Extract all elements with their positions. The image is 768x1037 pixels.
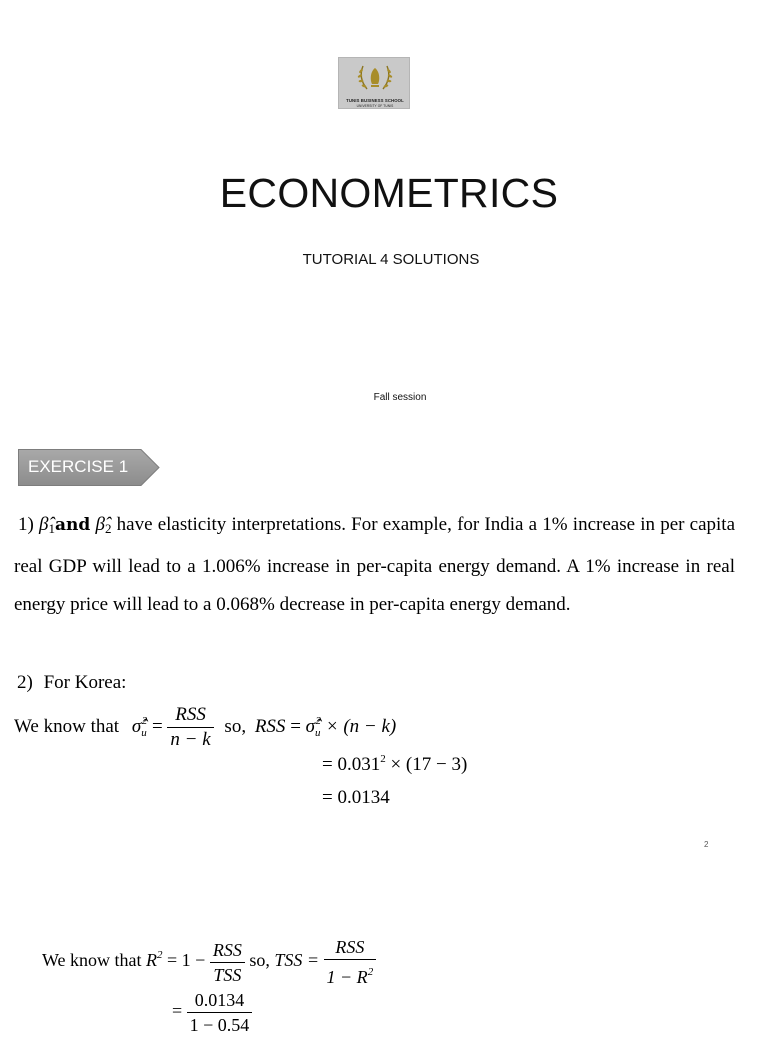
sigma-hat-symbol: $\sigmâ_u^2$ — [131, 714, 148, 739]
and-word: and — [55, 515, 91, 535]
rss-over-tss-fraction — [210, 938, 245, 987]
sigma-formula-line: We know that $\sigmâ_u^2$ = $\frac{\text{RSS}}{n - k}$ so, RSS = $\sigmâ_u^2 \times (n - k)$ — [14, 704, 397, 750]
logo-text-school: TUNIS BUSINESS SCHOOL — [346, 98, 404, 103]
page-title: ECONOMETRICS — [219, 170, 559, 216]
exercise-banner — [18, 449, 160, 486]
session-label: Fall session — [373, 392, 427, 403]
r2-symbol: $R^2$ — [146, 949, 163, 971]
tss-calc-fraction — [187, 988, 253, 1037]
rss-calc-line: = $0.031^2 \times (17 - 3)$ — [322, 753, 468, 775]
tss-denominator: TSS — [213, 964, 242, 985]
n-k-multiplier: × (n − k) — [325, 715, 397, 737]
so-text: so, — [224, 715, 247, 737]
answer-2-number: 2) — [17, 672, 33, 693]
n-k-denominator: n − k — [170, 729, 211, 750]
school-logo — [338, 57, 410, 109]
tss-equals: TSS = — [274, 950, 320, 971]
rss-numerator: RSS — [167, 703, 213, 728]
tss-calc-denominator: 1 − 0.54 — [189, 1015, 250, 1035]
laurel-emblem-icon — [339, 58, 411, 98]
tss-calc-line: = $\frac{0.0134}{1 - 0.54}$ — [172, 988, 252, 1037]
rss-result-line: = 0.0134 — [322, 787, 390, 808]
rss-fraction — [167, 703, 213, 752]
r2-equals: = 1 − — [167, 950, 206, 971]
r2-formula-line — [42, 935, 376, 989]
answer-1-number: 1) — [18, 514, 34, 535]
answer-2-heading — [17, 672, 126, 694]
rss-calc-multiplier: × (17 − 3) — [385, 754, 468, 775]
tss-calc-numerator: 0.0134 — [187, 988, 253, 1013]
exercise-label: EXERCISE 1 — [28, 457, 129, 476]
rss-calc-value: = 0.031 — [322, 754, 381, 775]
beta2-symbol: $\betâ_2$ — [95, 514, 112, 536]
one-minus-r2: $1 - R^2$ — [326, 966, 374, 987]
rss-numerator-3: RSS — [324, 935, 377, 960]
answer-1-text: have elasticity interpretations. For example, for India a 1% increase in per capita real GDP will lead to a 1.006% increase in per-capita energy demand. A 1% increase in real energy price will lead to a 0.068% decrease in per-capita energy demand. — [14, 514, 736, 615]
we-know-text-2: We know that — [42, 950, 142, 971]
tss-fraction — [324, 935, 377, 989]
rss-lhs: RSS — [254, 715, 286, 737]
answer-1-paragraph — [14, 506, 735, 624]
page-subtitle: TUTORIAL 4 SOLUTIONS — [302, 251, 480, 268]
rss-numerator-2: RSS — [210, 938, 245, 963]
sigma-hat-symbol-2: $\sigmâ_u^2$ — [305, 714, 322, 739]
so-text-2: so, — [249, 950, 270, 971]
beta1-symbol: $\betâ_1$ — [39, 514, 55, 536]
answer-2-label: For Korea: — [43, 672, 127, 693]
page-number: 2 — [704, 840, 709, 849]
we-know-text: We know that — [14, 715, 120, 737]
logo-text-university: UNIVERSITY OF TUNIS — [356, 103, 394, 108]
